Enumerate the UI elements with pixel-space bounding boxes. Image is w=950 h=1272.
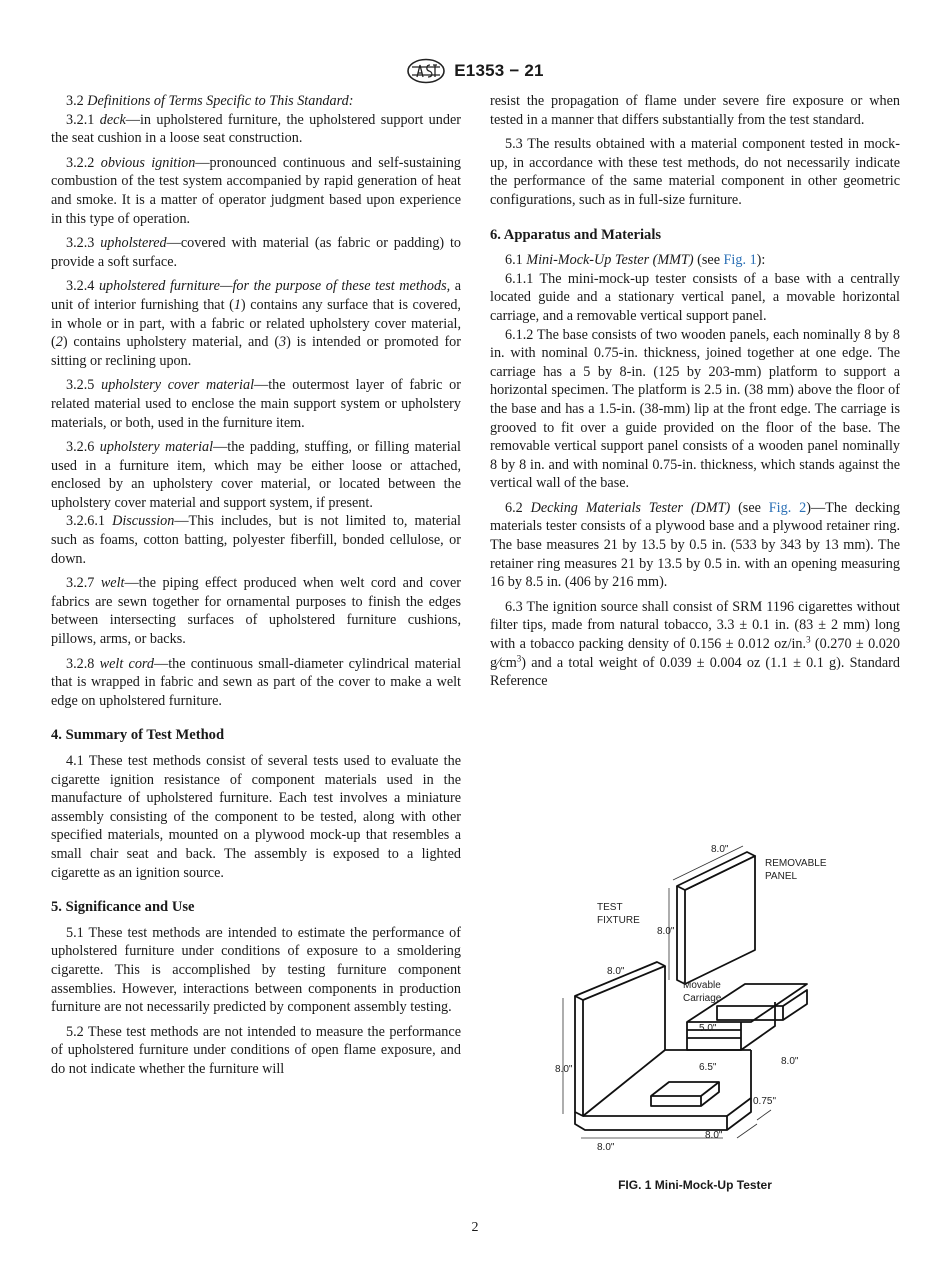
figure-caption: FIG. 1 Mini-Mock-Up Tester [618, 1178, 772, 1192]
label-removable: REMOVABLE [765, 858, 827, 869]
dimension-6-5: 6.5" [699, 1062, 717, 1073]
section-heading-4: 4. Summary of Test Method [51, 727, 225, 744]
label-test: TEST [597, 902, 623, 913]
label-fixture: FIXTURE [597, 915, 640, 926]
left-column [51, 92, 461, 1085]
paragraph-6-1-2: 6.1.2 The base consists of two wooden panels, each nominally 8 by 8 in. with nominal 0.75-in. thickness, joined together at one edge. The carriage has a 5 by 8-in. (125 by 203-mm) platform to support a horizontal specimen. The platform is 2.5 in. (38 mm) above the floor of the base and has a 1.5-in. (38-mm) lip at the front edge. The carriage is grooved to fit over a guide provided on the floor of the base. The removable vertical support panel consists of a wooden panel nominally 8 by 8 in. and with nominal 0.75-in. thickness, which stands against the vertical wall of the base. [490, 326, 900, 492]
label-panel: PANEL [765, 871, 798, 882]
right-column [490, 92, 900, 697]
paragraph-3-2-8: 3.2.8 welt cord—the continuous small-diameter cylindrical material that is wrapped in fabric and sewn as part of the cover to make a welt edge on upholstered furniture. [51, 655, 462, 709]
paragraph-3-2-6-1: 3.2.6.1 Discussion—This includes, but is not limited to, material such as foams, cotton batting, polyester fiberfill, bonded cellulose, or down. [51, 513, 461, 567]
figure-2-link[interactable]: Fig. 2 [768, 499, 807, 516]
paragraph-5-2: 5.2 These test methods are not intended to measure the performance of upholstered furniture under conditions of open flame exposure, and do not indicate whether the furniture will [51, 1023, 461, 1077]
figure-mini-mock-up-tester [545, 838, 845, 1154]
label-movable: Movable [683, 980, 721, 991]
dimension-panel-height: 8.0" [657, 926, 675, 937]
paragraph-5-3: 5.3 The results obtained with a material component tested in mock-up, in accordance with these test methods, do not necessarily indicate the performance of the same material component in other geometric configurations, such as in full-size furniture. [490, 136, 900, 208]
paragraph-3-2-5: 3.2.5 upholstery cover material—the outermost layer of fabric or related material used to enclose the main support system or upholstery materials, or both, used in the furniture item. [51, 377, 462, 431]
paragraph-5-1: 5.1 These test methods are intended to estimate the performance of upholstered furniture under conditions of exposure to a smoldering cigarette. This is accomplished by testing furniture component assemblies. However, interactions between components in production furniture are not necessarily predicted by component assembly testing. [51, 924, 461, 1016]
paragraph-6-3: 6.3 The ignition source shall consist of SRM 1196 cigarettes without filter tips, made from natural tobacco, 3.3 ± 0.1 in. (83 ± 2 mm) long with a tobacco packing density of 0.156 ± 0.012 oz/in.$^3$ (0.270 ± 0.020 $g⁄cm^3$) and a total weight of 0.039 ± 0.004 oz (1.1 ± 0.1 g). Standard Reference [490, 598, 900, 690]
section-heading-6: 6. Apparatus and Materials [490, 226, 662, 243]
paragraph-6-1: 6.1 Mini-Mock-Up Tester (MMT) (see Fig. 1): [505, 252, 766, 269]
page-header [0, 56, 950, 86]
dimension-0-75: 0.75" [753, 1096, 777, 1107]
dimension-left: 8.0" [555, 1064, 573, 1075]
paragraph-5-2-continued: resist the propagation of flame under severe fire exposure or when tested in a manner that differs substantially from the test standard. [490, 93, 900, 128]
document-id: E1353 − 21 [454, 61, 544, 80]
paragraph-3-2-7: 3.2.7 welt—the piping effect produced when welt cord and cover fabrics are sewn together for ornamental purposes to finish the edges between intersecting surfaces of upholstered furniture cushions, pillows, arms, or backs. [51, 575, 462, 648]
mini-mock-up-tester-drawing [545, 838, 845, 1154]
paragraph-3-2-4: 3.2.4 upholstered furniture—for the purpose of these test methods, a unit of interior furnishing that (1) contains any surface that is covered, in whole or in part, with a fabric or related upholstery cover material, (2) contains upholstery material, and (3) is intended or promoted for sitting or reclining upon. [51, 278, 461, 369]
dimension-back-top: 8.0" [607, 966, 625, 977]
figure-1-link[interactable]: Fig. 1 [723, 252, 757, 269]
dimension-top: 8.0" [711, 844, 729, 855]
astm-logo-icon [406, 58, 446, 84]
paragraph-6-1-1: 6.1.1 The mini-mock-up tester consists of a base with a centrally located guide and a stationary vertical panel, a movable horizontal carriage, and a removable vertical support panel. [490, 270, 900, 324]
dimension-5: 5.0" [699, 1023, 717, 1034]
dimension-carriage: 8.0" [781, 1056, 799, 1067]
label-carriage: Carriage [683, 993, 722, 1004]
paragraph-6-2: 6.2 Decking Materials Tester (DMT) (see Fig. 2)—The decking materials tester consists of a plywood base and a plywood retainer ring. The base measures 21 by 13.5 by 0.5 in. (533 by 343 by 13 mm). The retainer ring measures 21 by 13.5 by 0.5 in. with an opening measuring 16 by 8.5 in. (406 by 216 mm). [490, 499, 900, 591]
dimension-bottom-left: 8.0" [597, 1142, 615, 1153]
paragraph-3-2-2: 3.2.2 obvious ignition—pronounced continuous and self-sustaining combustion of the test system accompanied by rapid generation of heat and smoke. It is a matter of operator judgment based upon experience in this type of operation. [51, 154, 462, 227]
paragraph-3-2: 3.2 Definitions of Terms Specific to This Standard: [66, 93, 354, 109]
section-heading-5: 5. Significance and Use [51, 899, 195, 916]
paragraph-4-1: 4.1 These test methods consist of several tests used to evaluate the cigarette ignition resistance of component materials used in the manufacture of upholstered furniture. Each test involves a miniature assembly consisting of the component to be tested, along with other specified materials, mounted on a plywood mock-up that resembles a small chair seat and back. The assembly is exposed to a lighted cigarette as an ignition source. [51, 753, 461, 881]
dimension-bottom-right: 8.0" [705, 1130, 723, 1141]
paragraph-3-2-1: 3.2.1 deck—in upholstered furniture, the upholstered support under the seat cushion in a loose seat construction. [51, 111, 461, 147]
page-number: 2 [471, 1220, 479, 1235]
paragraph-3-2-6: 3.2.6 upholstery material—the padding, stuffing, or filling material used in a furniture item, which may be either loose or attached, enclosed by an upholstery cover material, or located between the upholstery cover material and support system, if present. [51, 439, 461, 511]
paragraph-3-2-3: 3.2.3 upholstered—covered with material (as fabric or padding) to provide a soft surface. [51, 235, 461, 270]
